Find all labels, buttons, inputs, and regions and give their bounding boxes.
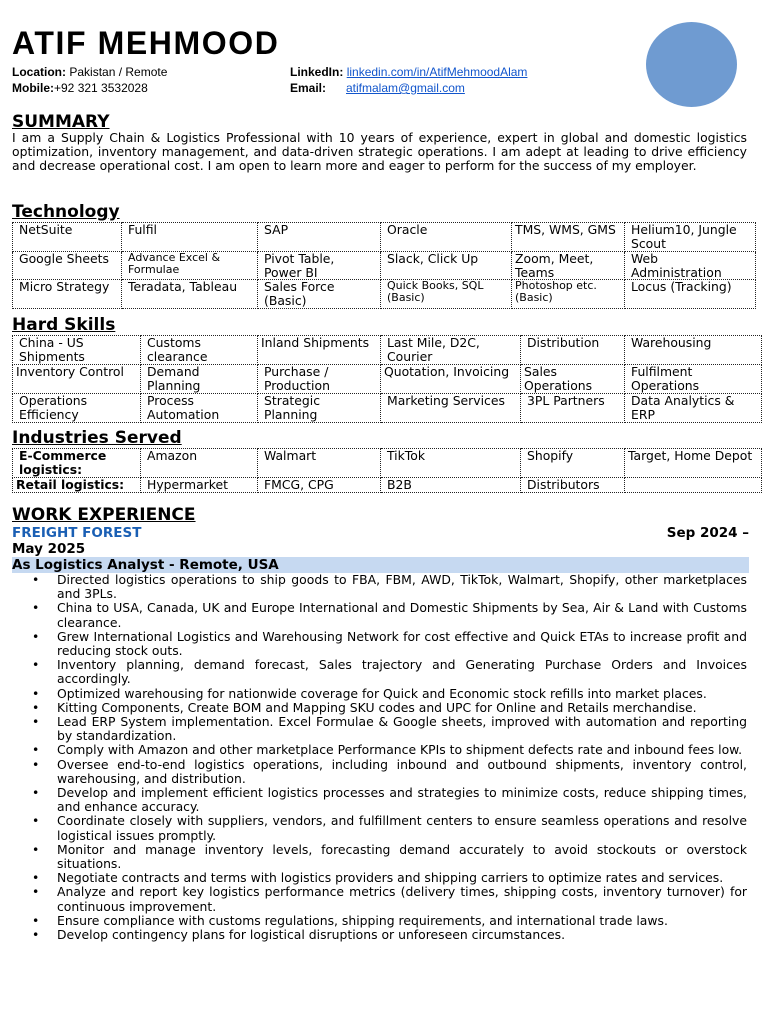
location-line [12,64,167,80]
table-cell: 3PL Partners [521,394,625,423]
table-cell: Purchase / Production [258,365,381,394]
table-cell: Strategic Planning [258,394,381,423]
responsibility-list [12,573,747,942]
list-item: • Kitting Components, Create BOM and Mapping SKU codes and UPC for Online and Retails merchandise. [57,701,747,715]
linkedin-link[interactable]: linkedin.com/in/AtifMehmoodAlam [346,65,528,79]
table-cell: Fulfil [122,223,258,252]
table-cell: Walmart [258,449,381,478]
list-item: • Negotiate contracts and terms with logistics providers and shipping carriers to optimize rates and services. [57,871,747,885]
industries-table [12,448,762,493]
list-item: • Ensure compliance with customs regulations, shipping requirements, and international trade laws. [57,914,747,928]
candidate-name: ATIF MEHMOOD [12,25,280,61]
hard-skills-heading: Hard Skills [12,315,116,335]
work-experience-heading: WORK EXPERIENCE [12,505,196,525]
list-item: • Directed logistics operations to ship goods to FBA, FBM, AWD, TikTok, Walmart, Shopify, other marketplaces and 3PLs. [57,573,747,601]
employment-start-date: Sep 2024 – [666,525,749,541]
hard-skills-table [12,335,762,423]
list-item: • China to USA, Canada, UK and Europe International and Domestic Shipments by Sea, Air & Land with Customs clearance. [57,601,747,629]
list-item: • Oversee end-to-end logistics operations, including inbound and outbound shipments, inventory control, warehousing, and distribution. [57,758,747,786]
table-row [13,365,762,394]
list-item: • Grew International Logistics and Warehousing Network for cost effective and Quick ETAs to increase profit and reducing stock outs. [57,630,747,658]
table-row [13,223,756,252]
table-row [13,394,762,423]
table-row [13,449,762,478]
mobile-line [12,80,148,96]
linkedin-label: LinkedIn: [290,65,344,79]
summary-text: I am a Supply Chain & Logistics Professional with 10 years of experience, expert in global and domestic logistics optimization, inventory management, and data-driven strategic operations. I am adept at leading to drive efficiency and decrease operational cost. I am open to learn more and eager to perform for the success of my employer. [12,130,747,174]
table-cell: Warehousing [625,336,762,365]
list-item: • Analyze and report key logistics performance metrics (delivery times, shipping costs, inventory turnover) for continuous improvement. [57,885,747,913]
table-cell: Zoom, Meet, Teams [512,252,625,280]
resume-page [12,0,753,1024]
technology-table [12,222,756,309]
table-cell: Teradata, Tableau [122,280,258,309]
table-cell: Shopify [521,449,625,478]
table-cell: Marketing Services [381,394,521,423]
table-cell: Micro Strategy [13,280,122,309]
table-cell: NetSuite [13,223,122,252]
table-cell: Photoshop etc. (Basic) [512,280,625,309]
company-name: FREIGHT FOREST [12,525,142,541]
table-cell: Google Sheets [13,252,122,280]
table-cell: FMCG, CPG [258,478,381,493]
table-cell: Sales Force (Basic) [258,280,381,309]
table-cell: Data Analytics & ERP [625,394,762,423]
list-item: • Inventory planning, demand forecast, Sales trajectory and Generating Purchase Orders and Invoices accordingly. [57,658,747,686]
table-cell: Last Mile, D2C, Courier [381,336,521,365]
table-cell: Web Administration [625,252,756,280]
job-role: As Logistics Analyst - Remote, USA [12,557,749,573]
list-item: • Lead ERP System implementation. Excel Formulae & Google sheets, improved with automation and reporting by standardization. [57,715,747,743]
table-cell: Inland Shipments [258,336,381,365]
table-row [13,478,762,493]
table-cell: B2B [381,478,521,493]
mobile-value: +92 321 3532028 [54,81,148,95]
table-cell: Quick Books, SQL (Basic) [381,280,512,309]
list-item: • Optimized warehousing for nationwide coverage for Quick and Economic stock refills into market places. [57,687,747,701]
profile-photo-placeholder [646,22,737,107]
technology-heading: Technology [12,202,120,222]
table-cell: E-Commerce logistics: [13,449,141,478]
table-row [13,280,756,309]
table-cell: Locus (Tracking) [625,280,756,309]
table-cell: Helium10, Jungle Scout [625,223,756,252]
table-cell: Oracle [381,223,512,252]
table-cell: Distribution [521,336,625,365]
table-cell: Advance Excel & Formulae [122,252,258,280]
table-cell: Fulfilment Operations [625,365,762,394]
table-cell: China - US Shipments [13,336,141,365]
table-row [13,252,756,280]
employment-end-date: May 2025 [12,541,86,557]
table-cell: Distributors [521,478,625,493]
table-cell: Hypermarket [141,478,258,493]
table-cell: Quotation, Invoicing [381,365,521,394]
email-link[interactable]: atifmalam@gmail.com [346,81,465,95]
list-item: • Develop and implement efficient logistics processes and strategies to minimize costs, reduce shipping times, and enhance accuracy. [57,786,747,814]
table-cell: Slack, Click Up [381,252,512,280]
table-cell: Demand Planning [141,365,258,394]
industries-heading: Industries Served [12,428,182,448]
list-item: • Coordinate closely with suppliers, vendors, and fulfillment centers to ensure seamless operations and resolve logistical issues promptly. [57,814,747,842]
list-item: • Develop contingency plans for logistical disruptions or unforeseen circumstances. [57,928,747,942]
table-cell: SAP [258,223,381,252]
table-cell: TMS, WMS, GMS [512,223,625,252]
table-cell [625,478,762,493]
email-label: Email: [290,81,327,95]
table-cell: Retail logistics: [13,478,141,493]
table-cell: TikTok [381,449,521,478]
list-item: • Monitor and manage inventory levels, forecasting demand accurately to avoid stockouts or overstock situations. [57,843,747,871]
table-cell: Inventory Control [13,365,141,394]
table-cell: Pivot Table, Power BI [258,252,381,280]
list-item: • Comply with Amazon and other marketplace Performance KPIs to shipment defects rate and inbound fees low. [57,743,747,757]
mobile-label: Mobile: [12,81,54,95]
summary-heading: SUMMARY [12,112,110,132]
table-cell: Sales Operations [521,365,625,394]
location-value: Pakistan / Remote [69,65,168,79]
table-cell: Customs clearance [141,336,258,365]
email-line [290,80,465,96]
table-cell: Process Automation [141,394,258,423]
table-cell: Operations Efficiency [13,394,141,423]
table-row [13,336,762,365]
linkedin-line [290,64,527,80]
location-label: Location: [12,65,66,79]
table-cell: Target, Home Depot [625,449,762,478]
table-cell: Amazon [141,449,258,478]
